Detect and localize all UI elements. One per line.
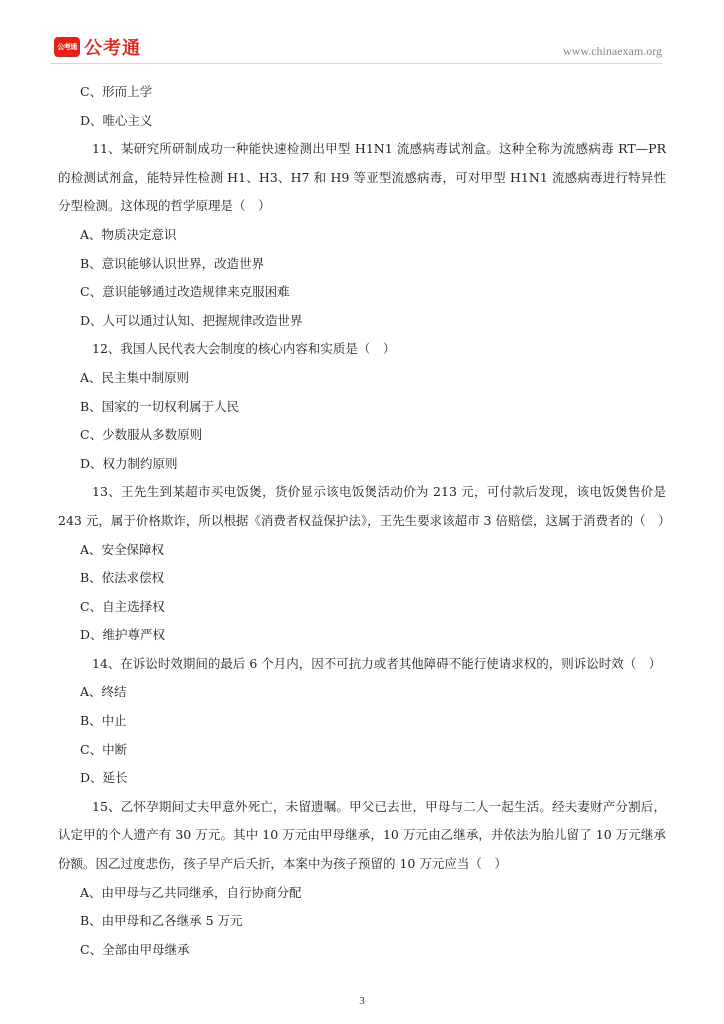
question-13-option-d: D、维护尊严权 [80, 627, 166, 643]
question-13-option-a: A、安全保障权 [80, 541, 165, 557]
logo-badge: 公考通 [54, 37, 80, 57]
question-14-option-a: A、终结 [80, 684, 127, 700]
question-14-option-d: D、延长 [80, 770, 128, 786]
question-15-stem: 15、乙怀孕期间丈夫甲意外死亡，未留遗嘱。甲父已去世，甲母与二人一起生活。经夫妻财产分割后，认定甲的个人遗产有 30 万元。其中 10 万元由甲母继承，10 万元由乙继承，并依法为胎儿留了 10 万元继承份额。因乙过度悲伤，孩子早产后夭折，本案中为孩子预留的 10 万元应当（ ） [58, 798, 666, 872]
question-12-option-c: C、少数服从多数原则 [80, 427, 203, 443]
question-12-option-d: D、权力制约原则 [80, 455, 178, 471]
question-14-option-c: C、中断 [80, 741, 128, 757]
logo-text: 公考通 [84, 38, 141, 59]
question-13-option-c: C、自主选择权 [80, 598, 165, 614]
question-13-stem: 13、王先生到某超市买电饭煲，货价显示该电饭煲活动价为 213 元，可付款后发现，该电饭煲售价是 243 元，属于价格欺诈，所以根据《消费者权益保护法》，王先生要求该超市 3 倍赔偿，这属于消费者的（ ） [58, 484, 671, 528]
question-15-option-b: B、由甲母和乙各继承 5 万元 [80, 913, 243, 929]
question-11-option-b: B、意识能够认识世界，改造世界 [80, 255, 265, 271]
question-12-option-b: B、国家的一切权利属于人民 [80, 398, 240, 414]
question-12-option-a: A、民主集中制原则 [80, 369, 190, 385]
question-14-stem: 14、在诉讼时效期间的最后 6 个月内，因不可抗力或者其他障碍不能行使请求权的，则诉讼时效（ ） [92, 655, 662, 671]
question-11-stem: 11、某研究所研制成功一种能快速检测出甲型 H1N1 流感病毒试剂盒。这种全称为流感病毒 RT—PR 的检测试剂盒，能特异性检测 H1、H3、H7 和 H9 等亚型流感病毒，可对甲型 H1N1 流感病毒进行特异性分型检测。这体现的哲学原理是（ ） [58, 141, 666, 214]
option-d: D、唯心主义 [80, 112, 153, 128]
question-12-stem: 12、我国人民代表大会制度的核心内容和实质是（ ） [92, 341, 396, 357]
page-header [50, 34, 662, 62]
question-11-option-c: C、意识能够通过改造规律来克服困难 [80, 284, 290, 300]
header-divider [50, 63, 662, 64]
question-11-option-a: A、物质决定意识 [80, 226, 177, 242]
logo[interactable] [54, 34, 141, 60]
site-url: www.chinaexam.org [563, 44, 662, 58]
question-15-option-a: A、由甲母与乙共同继承，自行协商分配 [80, 884, 302, 900]
question-11-option-d: D、人可以通过认知、把握规律改造世界 [80, 312, 303, 328]
question-15-option-c: C、全部由甲母继承 [80, 941, 190, 957]
option-c: C、形而上学 [80, 84, 153, 99]
question-13-option-b: B、依法求偿权 [80, 570, 165, 586]
page-number: 3 [359, 995, 365, 1007]
question-14-option-b: B、中止 [80, 713, 127, 729]
document-body [58, 78, 671, 964]
